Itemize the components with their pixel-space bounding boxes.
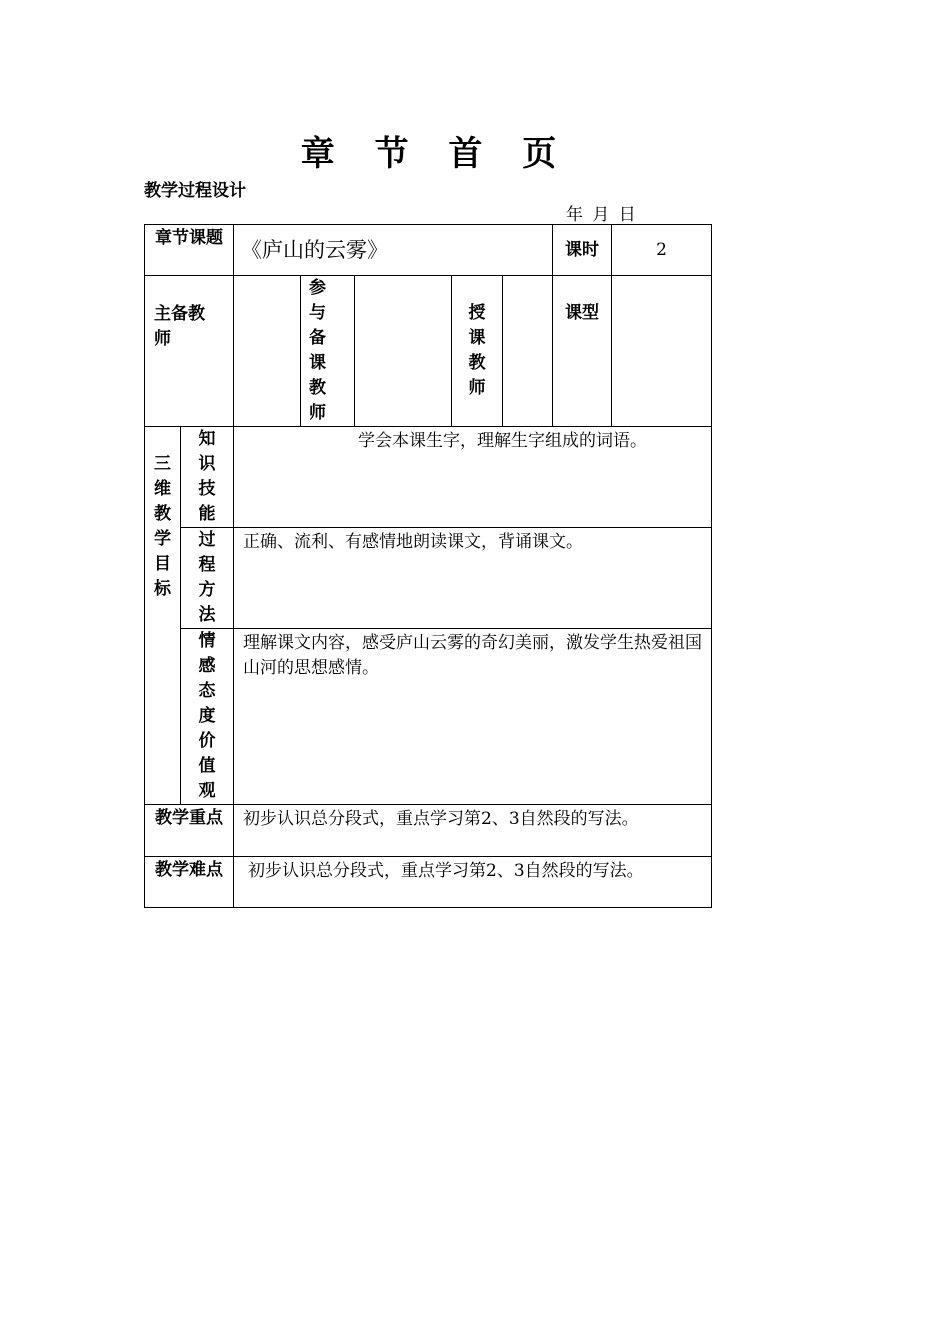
process-text: 正确、流利、有感情地朗读课文，背诵课文。 (243, 532, 583, 552)
knowledge-label: 知识技能 (198, 429, 216, 524)
goals-label-cell (145, 427, 181, 805)
lesson-plan-table (144, 224, 712, 908)
key-point-label-cell (145, 805, 234, 857)
participant-value-cell[interactable] (355, 276, 452, 427)
knowledge-label-cell (181, 427, 234, 528)
difficulty-label: 教学难点 (155, 860, 223, 880)
main-teacher-label-cell (145, 276, 234, 427)
process-label-cell (181, 528, 234, 629)
page-title: 章 节 首 页 (300, 134, 571, 174)
difficulty-label-cell (145, 857, 234, 908)
knowledge-text-cell (234, 427, 712, 528)
lecturer-label-cell (452, 276, 503, 427)
difficulty-text: 初步认识总分段式，重点学习第2、3自然段的写法。 (248, 861, 644, 881)
participant-label: 参与备课教师 (309, 278, 326, 423)
main-teacher-label: 主备教师 (154, 304, 205, 349)
emotion-text-cell (234, 629, 712, 805)
emotion-label-cell (181, 629, 234, 805)
key-point-label: 教学重点 (155, 808, 223, 828)
type-label-cell (553, 276, 612, 427)
period-label: 课时 (565, 239, 599, 260)
chapter-title-label-cell (145, 225, 234, 276)
difficulty-text-cell (234, 857, 712, 908)
lecturer-value-cell[interactable] (503, 276, 553, 427)
main-teacher-value-cell[interactable] (234, 276, 301, 427)
chapter-title-value-cell (234, 225, 553, 276)
participant-label-cell (301, 276, 355, 427)
lecturer-label: 授课教师 (468, 303, 486, 398)
period-value-cell (612, 225, 712, 276)
goals-label: 三维教学目标 (154, 454, 171, 599)
emotion-text: 理解课文内容，感受庐山云雾的奇幻美丽，激发学生热爱祖国山河的思想感情。 (243, 633, 702, 678)
process-text-cell (234, 528, 712, 629)
period-value: 2 (656, 239, 667, 260)
knowledge-text: 学会本课生字，理解生字组成的词语。 (358, 431, 647, 451)
chapter-title-value: 《庐山的云雾》 (241, 238, 388, 262)
key-point-text-cell (234, 805, 712, 857)
key-point-text: 初步认识总分段式，重点学习第2、3自然段的写法。 (243, 809, 639, 829)
page-subtitle: 教学过程设计 (144, 181, 246, 201)
process-label: 过程方法 (198, 530, 216, 625)
emotion-label: 情感态度价值观 (198, 631, 216, 801)
period-label-cell (553, 225, 612, 276)
type-label: 课型 (565, 303, 599, 323)
type-value-cell[interactable] (612, 276, 712, 427)
date-line: 年 月 日 (566, 205, 636, 225)
chapter-title-label: 章节课题 (155, 228, 223, 248)
